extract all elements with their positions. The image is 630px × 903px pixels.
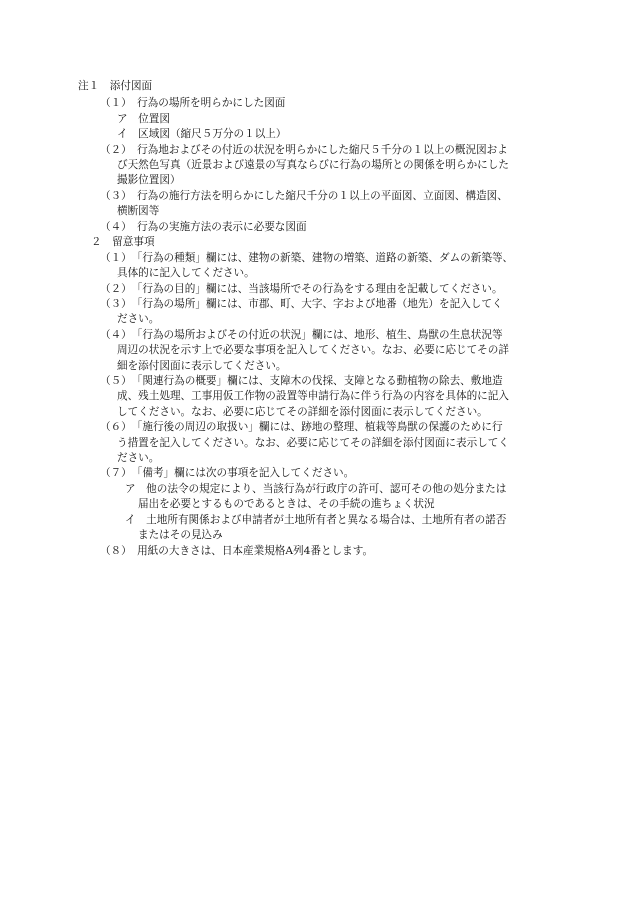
note2-item-6-line3: ださい。 (117, 452, 160, 464)
note1-item-3-line2: 横断図等 (117, 205, 160, 217)
note1-item-4: （４） 行為の実施方法の表示に必要な図面 (100, 221, 307, 233)
note2-item-4-line1: （４） 「行為の場所およびその付近の状況」欄には、地形、植生、鳥獣の生息状況等 (100, 329, 503, 341)
note1-item-3-line1: （３） 行為の施行方法を明らかにした縮尺千分の１以上の平面図、立面図、構造図、 (100, 190, 508, 202)
note1-heading: 注１ 添付図面 (78, 80, 153, 92)
note2-item-3-line2: ださい。 (117, 313, 160, 325)
note2-item-7a-line2: 届出を必要とするものであるときは、その手続の進ちょく状況 (138, 498, 435, 510)
note2-item-6-line1: （６） 「施行後の周辺の取扱い」欄には、跡地の整理、植栽等鳥獣の保護のために行 (100, 421, 503, 433)
note2-heading: ２ 留意事項 (91, 236, 155, 248)
note2-item-5-line3: してください。なお、必要に応じてその詳細を添付図面に表示してください。 (117, 406, 488, 418)
note2-item-1-line1: （１） 「行為の種類」欄には、建物の新築、建物の増築、道路の新築、ダムの新築等、 (100, 252, 514, 264)
note2-item-4-line3: 細を添付図面に表示してください。 (117, 360, 287, 372)
note2-item-7b-line2: またはその見込み (138, 529, 223, 541)
note2-item-8: （８） 用紙の大きさは、日本産業規格A列4番とします。 (100, 545, 374, 557)
note2-item-7b-line1: イ 土地所有関係および申請者が土地所有者と異なる場合は、土地所有者の諾否 (125, 514, 507, 526)
note1-item-2-line1: （２） 行為地およびその付近の状況を明らかにした縮尺５千分の１以上の概況図およ (100, 144, 508, 156)
note1-item-1: （１） 行為の場所を明らかにした図面 (100, 97, 286, 109)
note2-item-6-line2: う措置を記入してください。なお、必要に応じてその詳細を添付図面に表示してく (117, 437, 509, 449)
note2-item-3-line1: （３） 「行為の場所」欄には、市郡、町、大字、字および地番（地先）を記入してく (100, 298, 503, 310)
note1-item-2-line2: び天然色写真（近景および遠景の写真ならびに行為の場所との関係を明らかにした (117, 159, 509, 171)
note1-item-1a: ア 位置図 (117, 113, 170, 125)
note2-item-2: （２） 「行為の目的」欄には、当該場所でその行為をする理由を記載してください。 (100, 283, 503, 295)
note2-item-5-line2: 成、残土処理、工事用仮工作物の設置等申請行為に伴う行為の内容を具体的に記入 (117, 390, 509, 402)
note2-item-4-line2: 周辺の状況を示す上で必要な事項を記入してください。なお、必要に応じてその詳 (117, 344, 509, 356)
note2-item-7: （７） 「備考」欄には次の事項を記入してください。 (100, 467, 355, 479)
note2-item-7a-line1: ア 他の法令の規定により、当該行為が行政庁の許可、認可その他の処分または (125, 483, 507, 495)
note2-item-1-line2: 具体的に記入してください。 (117, 267, 255, 279)
note1-item-2-line3: 撮影位置図） (117, 174, 181, 186)
note1-item-1b: イ 区域図（縮尺５万分の１以上） (117, 128, 287, 140)
note2-item-5-line1: （５） 「関連行為の概要」欄には、支障木の伐採、支障となる動植物の除去、敷地造 (100, 375, 503, 387)
